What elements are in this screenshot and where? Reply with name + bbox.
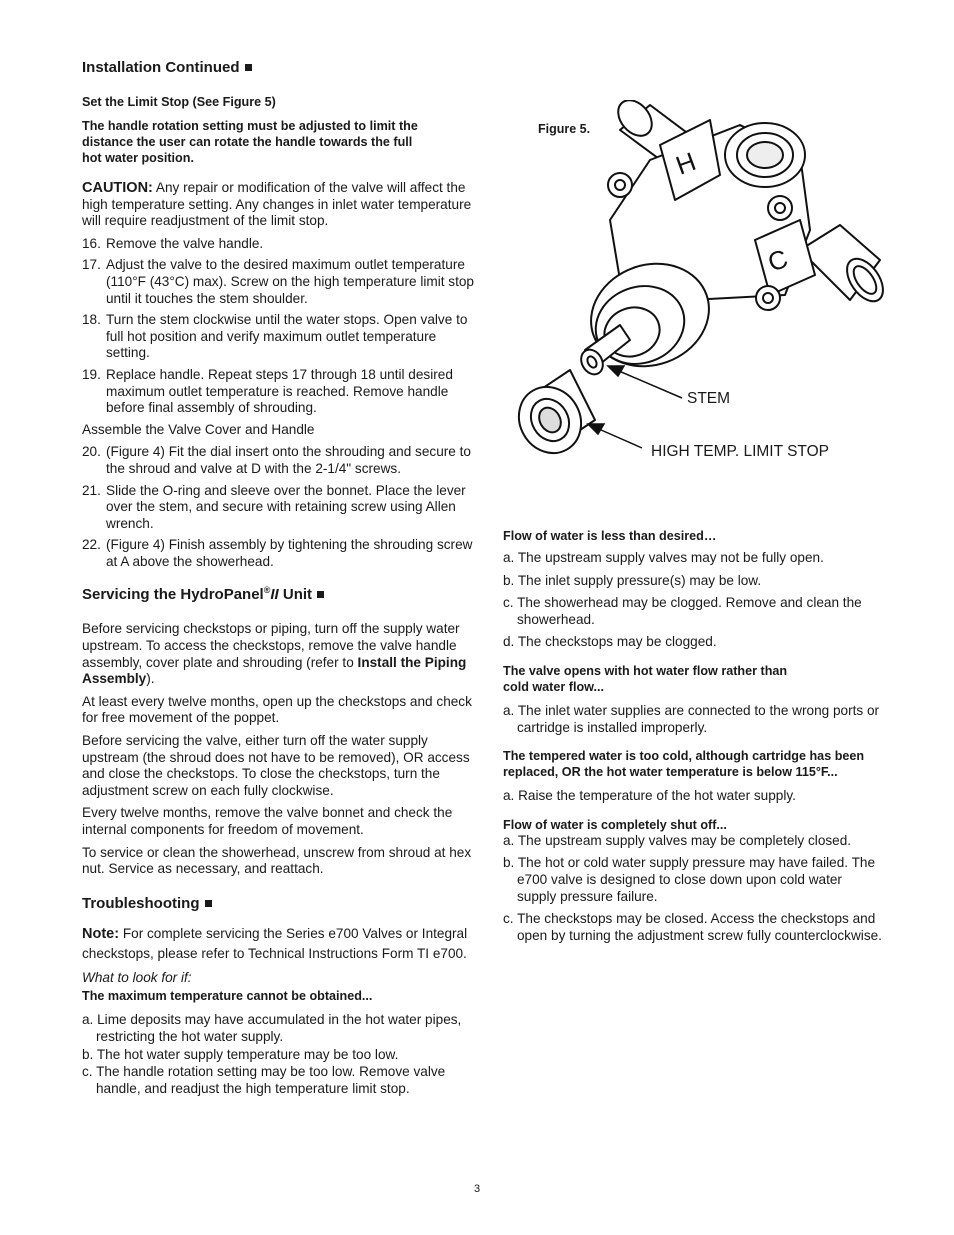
answer-item: c. The showerhead may be clogged. Remove and clean the showerhead. [503,595,862,627]
question-5-answers [503,833,883,945]
answer-item: c. The checkstops may be closed. Access the checkstops and open by turning the adjustment screw fully counterclockwise. [503,911,882,943]
cold-marker: C [763,243,792,278]
valve-illustration [500,100,900,500]
note-paragraph: Note: For complete servicing the Series e700 Valves or Integral checkstops, please refer to Technical Instructions Form TI e700. [82,925,468,961]
caution-text: Any repair or modification of the valve will affect the high temperature setting. Any changes in inlet water temperature will require readjustment of the limit stop. [82,180,472,229]
step-number: 17. [82,257,101,273]
question-1: The maximum temperature cannot be obtained... [82,989,373,1004]
question-2-answers [503,550,883,651]
answer-item: a. The upstream supply valves may not be fully open. [503,550,824,565]
figure-label: Figure 5. [538,122,591,136]
square-bullet-icon [205,900,212,907]
step-text: Slide the O-ring and sleeve over the bonnet. Place the lever over the stem, and secure with retaining screw using Allen wrench. [106,482,466,531]
installation-heading: Installation Continued [82,58,480,78]
square-bullet-icon [317,591,324,598]
numbered-step [82,483,480,533]
left-column [82,58,480,1098]
step-number: 19. [82,366,101,382]
step-text: Turn the stem clockwise until the water stops. Open valve to full hot position and verify maximum outlet temperature setting. [106,312,468,361]
question-3: The valve opens with hot water flow rather than cold water flow... [503,663,788,694]
assemble-heading: Assemble the Valve Cover and Handle [82,421,315,437]
step-number: 21. [82,482,101,498]
question-5: Flow of water is completely shut off... [503,817,727,832]
answer-item: a. Lime deposits may have accumulated in the hot water pipes, restricting the hot water supply. [82,1012,462,1044]
step-number: 22. [82,537,101,553]
question-2: Flow of water is less than desired… [503,529,717,543]
servicing-paragraph-1: Before servicing checkstops or piping, turn off the supply water upstream. To access the checkstops, remove the valve handle assembly, cover plate and shrouding (refer to Install the Piping Assembly). [82,621,467,687]
servicing-paragraph-4: Every twelve months, remove the valve bonnet and check the internal components for freedom of movement. [82,805,453,837]
numbered-step [82,444,480,477]
figure-5 [500,100,900,500]
answer-item: b. The inlet supply pressure(s) may be low. [503,572,762,588]
step-number: 18. [82,312,101,328]
step-text: Remove the valve handle. [106,235,264,251]
question-3-answers [503,703,883,736]
step-text: Adjust the valve to the desired maximum outlet temperature (110°F (43°C) max). Screw on the high temperature limit stop until it touches the stem shoulder. [106,257,474,306]
answer-item: a. The inlet water supplies are connected to the wrong ports or cartridge is installed improperly. [503,702,880,735]
caution-label: CAUTION: [82,180,153,196]
answer-item: a. The upstream supply valves may be completely closed. [503,832,852,848]
servicing-heading: Servicing the HydroPanel®II Unit [82,585,480,605]
question-1-answers [82,1012,480,1097]
servicing-paragraph-5: To service or clean the showerhead, unscrew from shroud at hex nut. Service as necessary, and reattach. [82,844,472,877]
question-4: The tempered water is too cold, although cartridge has been replaced, OR the hot water temperature is below 115°F... [503,749,865,780]
step-text: (Figure 4) Fit the dial insert onto the shrouding and secure to the shroud and valve at D with the 2-1/4" screws. [106,444,471,476]
servicing-paragraph-2: At least every twelve months, open up the checkstops and check for free movement of the poppet. [82,693,472,726]
page-number: 3 [473,1183,481,1195]
steps-list-a [82,236,480,417]
caution-paragraph [82,180,480,230]
limit-stop-lead: The handle rotation setting must be adjusted to limit the distance the user can rotate the handle towards the full hot water position. [82,119,418,165]
hot-marker: H [671,146,700,181]
answer-item: d. The checkstops may be clogged. [503,634,717,650]
answer-item: b. The hot or cold water supply pressure may have failed. The e700 valve is designed to close down upon cold water supply pressure failure. [503,855,876,904]
question-4-answers [503,788,883,805]
answer-item: b. The hot water supply temperature may be too low. [82,1046,399,1062]
answer-item: c. The handle rotation setting may be too low. Remove valve handle, and readjust the high temperature limit stop. [82,1064,446,1096]
step-number: 20. [82,444,101,460]
steps-list-b [82,444,480,570]
square-bullet-icon [245,64,252,71]
limit-stop-callout: HIGH TEMP. LIMIT STOP [651,443,830,460]
numbered-step [82,537,480,570]
look-for-label: What to look for if: [82,969,192,985]
stem-callout: STEM [687,390,731,407]
right-column [503,528,883,950]
step-number: 16. [82,235,101,251]
answer-item: a. Raise the temperature of the hot water supply. [503,788,796,804]
step-text: (Figure 4) Finish assembly by tightening the shrouding screw at A above the showerhead. [106,537,473,569]
servicing-paragraph-3: Before servicing the valve, either turn off the water supply upstream (the shroud does not have to be removed), OR access and close the checkstops. To close the checkstops, turn the adjustment screw on each fully clockwise. [82,733,470,798]
numbered-step [82,236,480,253]
limit-stop-subheading: Set the Limit Stop (See Figure 5) [82,95,276,109]
numbered-step [82,257,480,307]
troubleshooting-heading: Troubleshooting [82,894,480,914]
numbered-step [82,367,480,417]
step-text: Replace handle. Repeat steps 17 through 18 until desired maximum outlet temperature is reached. Remove handle before final assembly of shrouding. [106,366,453,416]
numbered-step [82,312,480,362]
